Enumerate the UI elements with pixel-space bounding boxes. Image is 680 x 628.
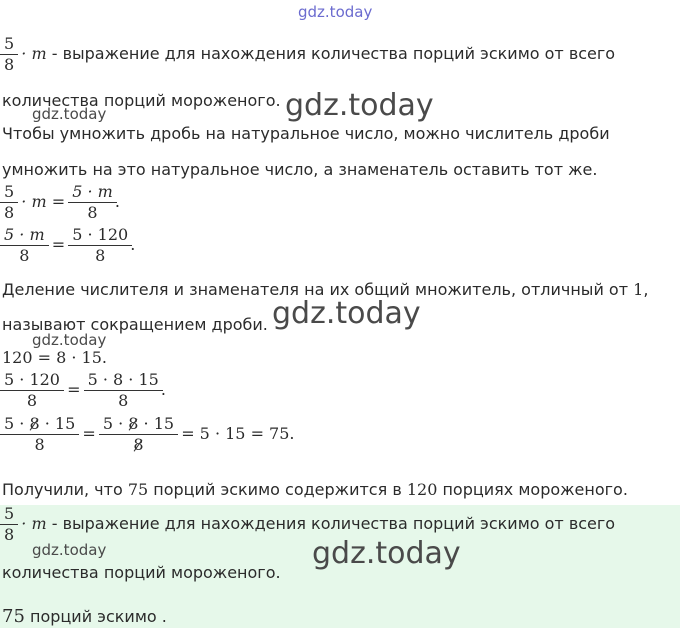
variable-m: · m: [21, 514, 47, 533]
cancelled-factor: 8: [29, 414, 40, 433]
cancelled-factor: 8: [128, 414, 139, 433]
expression-line-1: [2, 36, 615, 73]
fraction-5-8: $\frac{5}{8}$: [2, 36, 16, 73]
fraction: $\frac{5}{8}$: [2, 184, 16, 221]
reduce-rule-line-1: Деление числителя и знаменателя на их общий множитель, отличный от 1,: [2, 280, 649, 299]
fraction: $\frac{5 \cdot 8 \cdot 15}{8}$: [101, 416, 176, 453]
equation-5: $\frac{5 \cdot 8 \cdot 15}{8}$ = $\frac{5 \cdot 8 \cdot 15}{8}$ = 5 · 15 = 75.: [2, 416, 295, 453]
watermark-small-3: gdz.today: [32, 541, 107, 559]
fraction: $\frac{5 \cdot m}{8}$: [2, 227, 47, 264]
answer-expression-line: $\frac{5}{8}$ · m - выражение для нахождения количества порций эскимо от всего: [2, 506, 615, 543]
rule-line-1: Чтобы умножить дробь на натуральное число, можно числитель дроби: [2, 124, 610, 143]
watermark-top: gdz.today: [298, 3, 373, 21]
equation-1: $\frac{5}{8}$ · m = $\frac{5 \cdot m}{8}$ .: [2, 184, 120, 221]
watermark-small-1: gdz.today: [32, 105, 107, 123]
expression-line-2: количества порций мороженого.: [2, 91, 281, 110]
result-line: Получили, что 75 порций эскимо содержится в 120 порциях мороженого.: [2, 480, 628, 499]
reduce-rule-line-2: называют сокращением дроби.: [2, 315, 268, 334]
fraction: $\frac{5 \cdot 120}{8}$: [70, 227, 130, 264]
cancelled-factor: 8: [133, 435, 144, 454]
watermark-small-2: gdz.today: [32, 331, 107, 349]
fraction: $\frac{5 \cdot 8 \cdot 15}{8}$: [2, 416, 77, 453]
expression-description: - выражение для нахождения количества порций эскимо от всего: [46, 44, 616, 63]
fraction-5-8: $\frac{5}{8}$: [2, 506, 16, 543]
variable-m: · m: [21, 44, 47, 63]
rule-line-2: умножить на это натуральное число, а знаменатель оставить тот же.: [2, 160, 598, 179]
equation-3: 120 = 8 · 15.: [2, 348, 107, 367]
answer-line-3: 75 порций эскимо .: [2, 606, 167, 627]
equation-4: $\frac{5 \cdot 120}{8}$ = $\frac{5 \cdot 8 \cdot 15}{8}$ .: [2, 372, 166, 409]
equation-2: $\frac{5 \cdot m}{8}$ = $\frac{5 \cdot 120}{8}$ .: [2, 227, 135, 264]
watermark-big-1: gdz.today: [285, 88, 434, 123]
fraction: $\frac{5 \cdot 8 \cdot 15}{8}$: [86, 372, 161, 409]
answer-line-2: количества порций мороженого.: [2, 563, 281, 582]
fraction: $\frac{5 \cdot m}{8}$: [70, 184, 115, 221]
watermark-big-3: gdz.today: [312, 536, 461, 571]
watermark-big-2: gdz.today: [272, 296, 421, 331]
fraction: $\frac{5 \cdot 120}{8}$: [2, 372, 62, 409]
